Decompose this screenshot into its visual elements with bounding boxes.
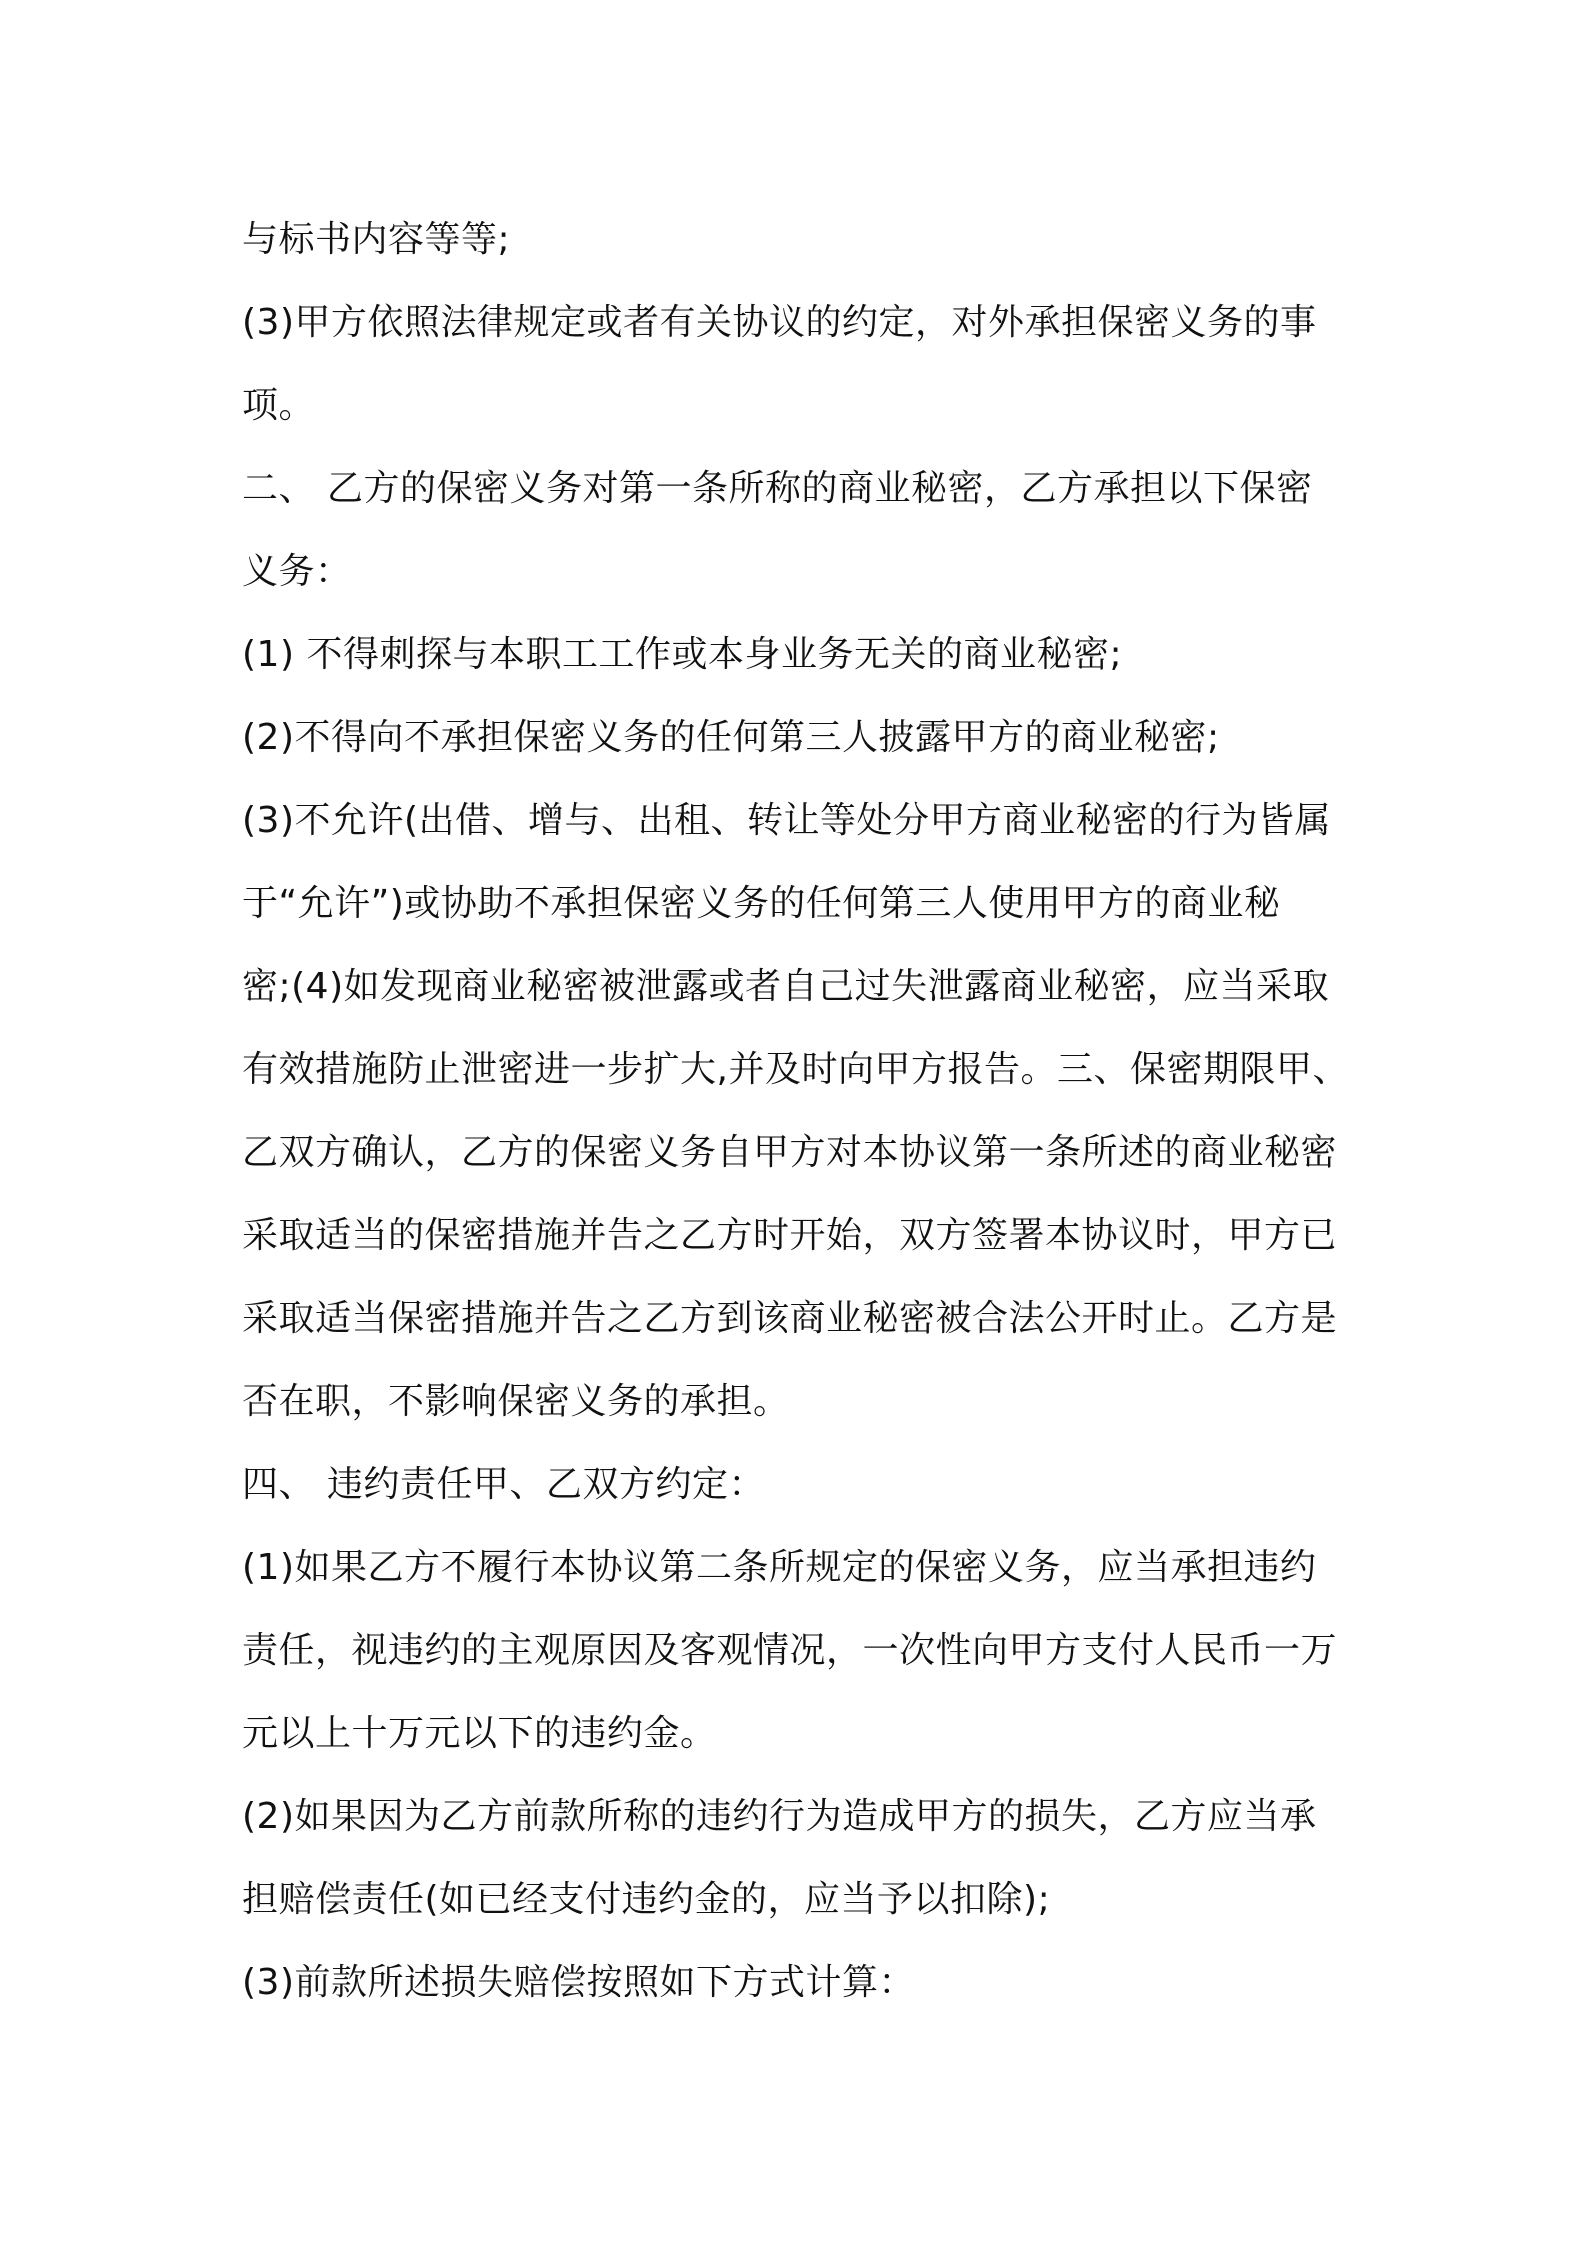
document-body bbox=[242, 198, 1362, 2024]
text-line: (3)不允许(出借、增与、出租、转让等处分甲方商业秘密的行为皆属 bbox=[242, 800, 1332, 841]
text-line: 担赔偿责任(如已经支付违约金的，应当予以扣除); bbox=[242, 1879, 1051, 1920]
text-line: (1) 不得刺探与本职工工作或本身业务无关的商业秘密; bbox=[242, 634, 1123, 675]
text-line: 密;(4)如发现商业秘密被泄露或者自己过失泄露商业秘密，应当采取 bbox=[242, 966, 1330, 1007]
text-line: (2)不得向不承担保密义务的任何第三人披露甲方的商业秘密; bbox=[242, 717, 1220, 758]
text-line: 元以上十万元以下的违约金。 bbox=[242, 1713, 717, 1754]
text-line: (1)如果乙方不履行本协议第二条所规定的保密义务，应当承担违约 bbox=[242, 1547, 1317, 1588]
text-line: 否在职，不影响保密义务的承担。 bbox=[242, 1381, 790, 1422]
text-line: 于“允许”)或协助不承担保密义务的任何第三人使用甲方的商业秘 bbox=[242, 883, 1281, 924]
text-line: 义务： bbox=[242, 551, 352, 592]
text-line: 采取适当保密措施并告之乙方到该商业秘密被合法公开时止。乙方是 bbox=[242, 1298, 1338, 1339]
text-line: 责任，视违约的主观原因及客观情况，一次性向甲方支付人民币一万 bbox=[242, 1630, 1338, 1671]
text-line: 乙双方确认，乙方的保密义务自甲方对本协议第一条所述的商业秘密 bbox=[242, 1132, 1338, 1173]
text-line: (3)前款所述损失赔偿按照如下方式计算： bbox=[242, 1962, 915, 2003]
section-heading-line: 二、 乙方的保密义务对第一条所称的商业秘密，乙方承担以下保密 bbox=[242, 468, 1313, 509]
section-heading-line: 四、 违约责任甲、乙双方约定： bbox=[242, 1464, 765, 1505]
text-line: 有效措施防止泄密进一步扩大,并及时向甲方报告。三、保密期限甲、 bbox=[242, 1049, 1349, 1090]
text-line: (3)甲方依照法律规定或者有关协议的约定，对外承担保密义务的事 bbox=[242, 302, 1317, 343]
text-line: 与标书内容等等; bbox=[242, 219, 511, 260]
text-line: 项。 bbox=[242, 385, 316, 426]
text-line: (2)如果因为乙方前款所称的违约行为造成甲方的损失，乙方应当承 bbox=[242, 1796, 1317, 1837]
text-line: 采取适当的保密措施并告之乙方时开始，双方签署本协议时，甲方已 bbox=[242, 1215, 1338, 1256]
